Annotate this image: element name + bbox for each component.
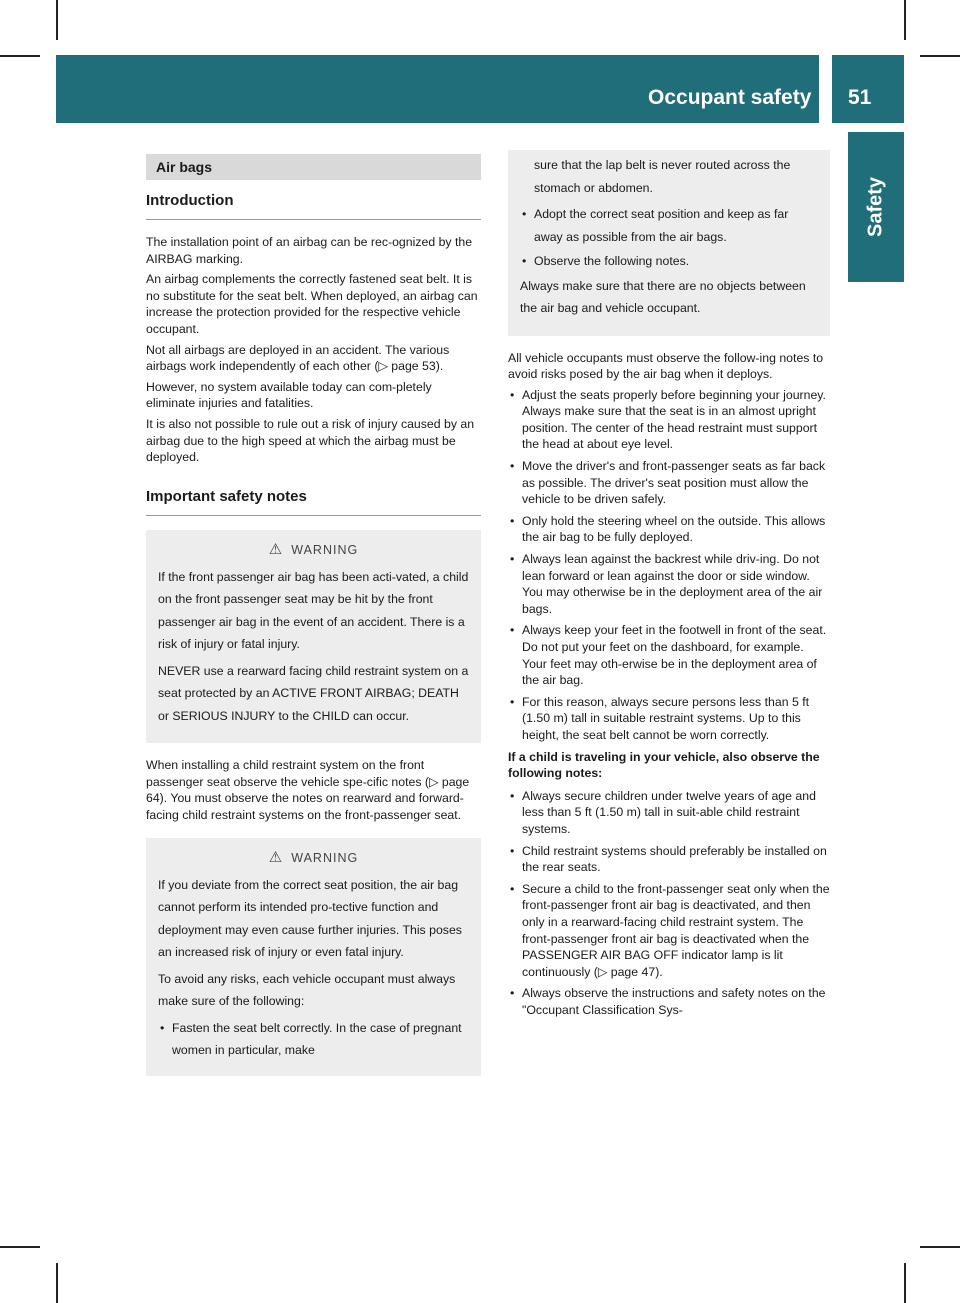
warning-bullet-list xyxy=(158,1017,469,1062)
warning-triangle-icon: ⚠ xyxy=(268,540,284,558)
bullet-icon: • xyxy=(510,513,515,528)
list-item-text: Observe the following notes. xyxy=(534,254,690,268)
header-page-number: 51 xyxy=(848,86,872,109)
list-item-text: Move the driver's and front-passenger seats as far back as possible. The driver's seat position must allow the vehicle to be driven safely. xyxy=(522,459,826,507)
list-item xyxy=(508,985,830,1018)
header-section-title: Occupant safety xyxy=(648,86,812,109)
crop-mark xyxy=(904,1263,906,1303)
intro-heading: Introduction xyxy=(146,192,481,220)
list-item-text: Adjust the seats properly before beginning your journey. Always make sure that the seat is in an almost upright position. The center of the head restraint must support the head at about eye level. xyxy=(522,387,826,452)
intro-paragraph: An airbag complements the correctly fastened seat belt. It is no substitute for the seat belt. When deployed, an airbag can increase the protection provided for the respective vehicle occupant. xyxy=(146,272,478,336)
list-item xyxy=(508,622,830,688)
all-occupants-paragraph: All vehicle occupants must observe the follow-ing notes to avoid risks posed by the air bag when it deploys. xyxy=(508,350,824,382)
list-item xyxy=(158,1017,469,1062)
list-item xyxy=(508,788,830,838)
right-column xyxy=(508,150,830,1023)
bullet-icon: • xyxy=(160,1020,165,1035)
child-notes-list xyxy=(508,788,830,1019)
list-item xyxy=(520,203,818,248)
left-column xyxy=(146,150,481,1090)
occupant-notes-list xyxy=(508,387,830,744)
list-item xyxy=(508,387,830,453)
side-tab-label: Safety xyxy=(864,176,887,238)
warning-text: NEVER use a rearward facing child restraint system on a seat protected by an ACTIVE FRONT AIRBAG; DEATH or SERIOUS INJURY to the CHILD can occur. xyxy=(158,663,469,723)
crop-mark xyxy=(0,55,40,57)
warning-text: Always make sure that there are no objects between the air bag and vehicle occupant. xyxy=(520,278,806,315)
list-item-text: Always secure children under twelve years of age and less than 5 ft (1.50 m) tall in suit-able child restraint systems. xyxy=(522,788,816,836)
list-item-text: Secure a child to the front-passenger seat only when the front-passenger front air bag is deactivated, and then only in a rearward-facing child restraint system. The front-passenger front air bag is deactivated when the PASSENGER AIR BAG OFF indicator lamp is lit continuously (▷ page 47). xyxy=(522,881,830,979)
crop-mark xyxy=(904,0,906,40)
crop-mark xyxy=(920,55,960,57)
warning-text: If you deviate from the correct seat position, the air bag cannot perform its intended pro-tective function and deployment may even cause further injuries. This poses an increased risk of injury or even fatal injury. xyxy=(158,877,462,960)
bullet-icon: • xyxy=(510,552,515,567)
section-heading: Air bags xyxy=(146,154,481,180)
crop-mark xyxy=(56,1263,58,1303)
list-item-text: Always keep your feet in the footwell in front of the seat. Do not put your feet on the dashboard, for example. Your feet may oth-erwise be in the deployment area of the air bag. xyxy=(522,623,827,688)
bullet-icon: • xyxy=(522,254,527,268)
list-item-text: Always lean against the backrest while driv-ing. Do not lean forward or lean against the door or side window. You may otherwise be in the deployment area of the air bags. xyxy=(522,552,823,616)
intro-paragraph: Not all airbags are deployed in an accident. The various airbags work independently of each other (▷ page 53). xyxy=(146,342,450,374)
list-item-text: Adopt the correct seat position and keep as far away as possible from the air bags. xyxy=(534,207,789,244)
bullet-icon: • xyxy=(510,788,515,803)
bullet-icon: • xyxy=(510,881,515,896)
list-item xyxy=(508,551,830,617)
warning-text: sure that the lap belt is never routed across the stomach or abdomen. xyxy=(534,158,791,195)
intro-paragraph: The installation point of an airbag can be rec-ognized by the AIRBAG marking. xyxy=(146,235,473,266)
child-restraint-paragraph: When installing a child restraint system on the front passenger seat observe the vehicle spe-cific notes (▷ page 64). You must observe the notes on rearward and forward-facing child restraint systems on the front-passenger seat. xyxy=(146,758,470,822)
bullet-icon: • xyxy=(510,986,515,1001)
list-item xyxy=(508,881,830,981)
list-item-text: For this reason, always secure persons less than 5 ft (1.50 m) tall in suitable restraint systems. Up to this height, the seat belt cannot be worn correctly. xyxy=(522,694,810,742)
warning-text: To avoid any risks, each vehicle occupant must always make sure of the following: xyxy=(158,971,456,1009)
intro-paragraph: However, no system available today can com-pletely eliminate injuries and fatalities. xyxy=(146,379,432,411)
intro-paragraph: It is also not possible to rule out a risk of injury caused by an airbag due to the high speed at which the airbag must be deployed. xyxy=(146,416,475,465)
crop-mark xyxy=(920,1246,960,1248)
list-item xyxy=(508,694,830,744)
list-item-text: Only hold the steering wheel on the outside. This allows the air bag to be fully deployed. xyxy=(522,513,826,545)
bullet-icon: • xyxy=(510,623,515,638)
warning-header xyxy=(158,540,469,558)
child-travel-heading: If a child is traveling in your vehicle, also observe the following notes: xyxy=(508,749,820,781)
bullet-icon: • xyxy=(510,387,515,402)
warning-header xyxy=(158,848,469,866)
crop-mark xyxy=(56,0,58,40)
warning-label: WARNING xyxy=(291,850,359,865)
list-item-text: Always observe the instructions and safety notes on the "Occupant Classification Sys- xyxy=(522,986,826,1017)
bullet-icon: • xyxy=(510,459,515,474)
list-item xyxy=(508,458,830,508)
warning-text: If the front passenger air bag has been acti-vated, a child on the front passenger seat may be hit by the front passenger air bag in the event of an accident. There is a risk of injury or fatal injury. xyxy=(158,569,469,652)
crop-mark xyxy=(0,1246,40,1248)
list-item-text: Fasten the seat belt correctly. In the case of pregnant women in particular, make xyxy=(172,1020,462,1058)
warning-box-continued xyxy=(508,150,830,336)
warning-box xyxy=(146,530,481,744)
list-item xyxy=(508,513,830,546)
bullet-icon: • xyxy=(510,843,515,858)
warning-bullet-list xyxy=(520,203,818,273)
list-item-text: Child restraint systems should preferably be installed on the rear seats. xyxy=(522,843,827,875)
warning-label: WARNING xyxy=(291,542,359,557)
bullet-icon: • xyxy=(522,207,527,221)
bullet-icon: • xyxy=(510,694,515,709)
list-item xyxy=(520,250,818,273)
warning-box xyxy=(146,838,481,1076)
list-item xyxy=(508,843,830,876)
warning-triangle-icon: ⚠ xyxy=(268,848,284,866)
safety-notes-heading: Important safety notes xyxy=(146,488,481,516)
